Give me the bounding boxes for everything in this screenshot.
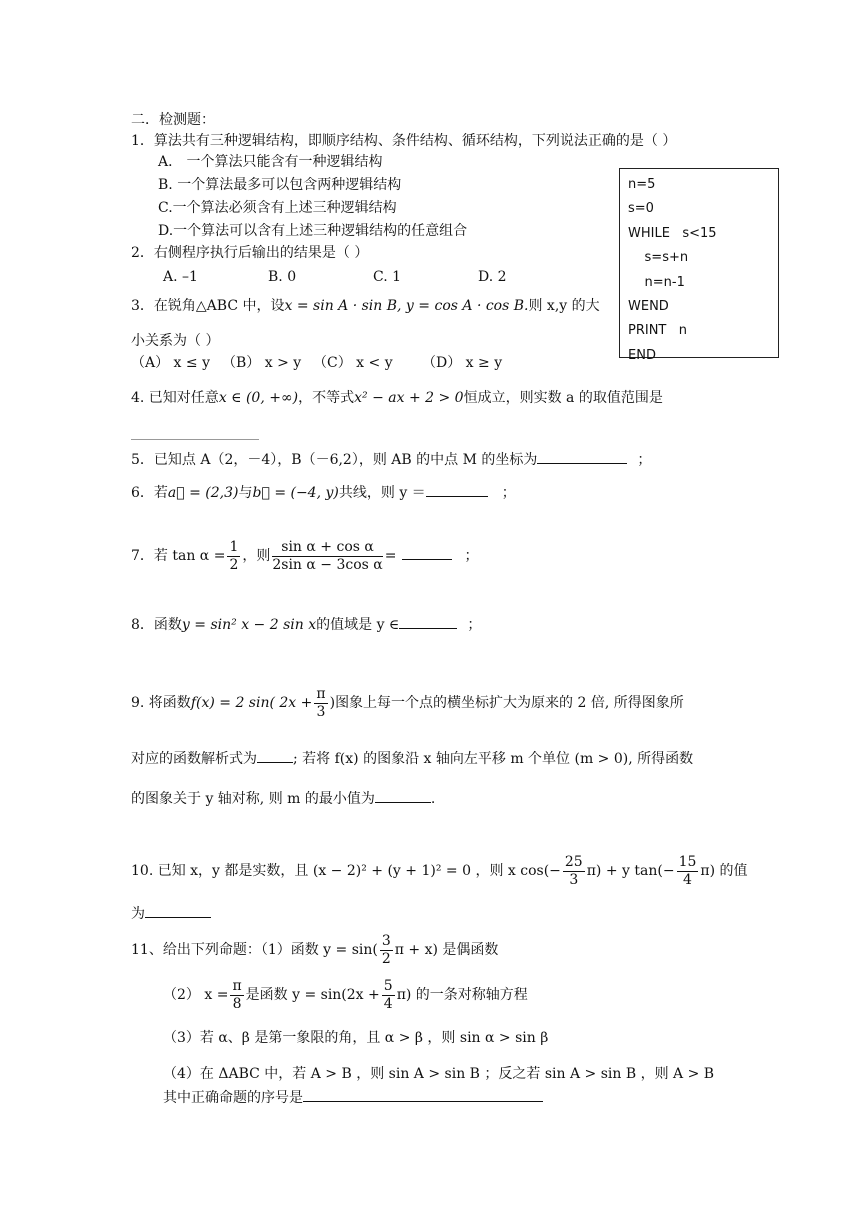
- q5-stem: [131, 449, 651, 469]
- q4-formula-2: x² − ax + 2 > 0: [354, 390, 464, 406]
- q4-stem: [131, 389, 663, 407]
- q10-frac1-den: 3: [569, 871, 579, 888]
- q10-fraction-2: [677, 854, 699, 889]
- code-line: WEND: [628, 298, 669, 314]
- q11-proposition-4: （4）在 ΔABC 中，若 A > B ，则 sin A > sin B ；反之若 sin A > sin B ，则 A > B: [163, 1066, 715, 1082]
- q11-frac2-num: π: [232, 977, 242, 994]
- q11-stem: [131, 930, 498, 970]
- q11-answer-blank: [303, 1087, 543, 1102]
- q10-stem: [131, 851, 748, 891]
- q11-proposition-3: （3）若 α、β 是第一象限的角，且 α > β ，则 sin α > sin β: [163, 1030, 549, 1046]
- q11-answer-line: [163, 1087, 543, 1107]
- q6-stem: [131, 482, 516, 502]
- q11-fraction-3: [382, 978, 395, 1013]
- code-line: n=n-1: [628, 274, 685, 290]
- q3-option-a: （A） x ≤ y: [131, 355, 210, 371]
- q10-answer-blank: [145, 903, 211, 918]
- q11-p1-suffix: π + x) 是偶函数: [394, 942, 499, 958]
- q10-suffix: π) 的值: [700, 863, 748, 879]
- code-line: n=5: [628, 177, 656, 192]
- q6-formula-2: b⃗ = (−4, y): [252, 485, 339, 501]
- q8-formula: y = sin² x − 2 sin x: [181, 617, 317, 633]
- q11-fraction-1: [380, 933, 393, 968]
- q7-fraction-1: [227, 539, 240, 574]
- q7-frac2-den: 2sin α − 3cos α: [272, 556, 383, 573]
- code-line: END: [628, 347, 656, 363]
- q8-mid: 的值域是 y ∈: [316, 617, 400, 633]
- q7-frac2-num: sin α + cos α: [272, 539, 382, 557]
- code-line: s=s+n: [628, 250, 689, 266]
- q4-answer-blank: [131, 439, 259, 440]
- q7-mid: ，则: [242, 548, 271, 564]
- program-code-box: [619, 168, 779, 363]
- q11-p2-mid: 是函数 y = sin(2x +: [245, 987, 380, 1003]
- q3-prefix: 3．在锐角△ABC 中，设: [131, 298, 285, 314]
- q11-p2-prefix: （2） x =: [163, 987, 229, 1003]
- q10-frac1-num: 25: [564, 853, 583, 870]
- q9-prefix: 9. 将函数: [131, 695, 191, 711]
- q5-tail: ；: [637, 452, 652, 468]
- q1-stem: 1．算法共有三种逻辑结构，即顺序结构、条件结构、循环结构，下列说法正确的是（ ）: [131, 133, 677, 149]
- q9-line3-tail: .: [430, 791, 436, 807]
- q8-answer-blank: [399, 614, 457, 629]
- q7-eq: =: [384, 548, 397, 564]
- q2-option-a: A. –1: [163, 269, 198, 285]
- q7-frac1-num: 1: [229, 538, 239, 555]
- q9-line2: [131, 748, 693, 768]
- q3-option-b: （B） x > y: [222, 355, 302, 371]
- q9-function-lhs: f(x) = 2 sin( 2x +: [190, 695, 313, 711]
- q9-frac-den: 3: [316, 703, 326, 720]
- q9-line3: [131, 788, 435, 808]
- section-title: 二．检测题：: [131, 112, 215, 128]
- q5-answer-blank: [537, 449, 627, 464]
- q9-fraction: [314, 686, 327, 721]
- q3-option-c: （C） x < y: [313, 355, 393, 371]
- q11-p2-suffix: π) 的一条对称轴方程: [396, 987, 528, 1003]
- q10-frac2-num: 15: [678, 853, 697, 870]
- q11-frac1-num: 3: [381, 932, 391, 949]
- q6-tail: ；: [501, 485, 516, 501]
- q4-suffix: 恒成立，则实数 a 的取值范围是: [463, 390, 663, 406]
- q6-prefix: 6．若: [131, 485, 168, 501]
- q8-stem: [131, 614, 481, 634]
- q9-line2-text: 对应的函数解析式为: [131, 751, 257, 767]
- q9-answer-blank-1: [257, 748, 293, 763]
- q9-line2-b: ; 若将 f(x) 的图象沿 x 轴向左平移 m 个单位 (m > 0), 所得函数: [293, 751, 694, 767]
- code-line: s=0: [628, 201, 654, 217]
- q10-frac2-den: 4: [683, 871, 692, 888]
- q11-fraction-2: [230, 978, 243, 1013]
- q6-formula-1: a⃗ = (2,3): [167, 485, 239, 501]
- q9-function-rhs: ): [329, 695, 336, 711]
- code-line: WHILE s<15: [628, 225, 717, 241]
- q1-option-c: C.一个算法必须含有上述三种逻辑结构: [158, 200, 397, 216]
- q4-prefix: 4. 已知对任意: [131, 390, 219, 406]
- q3-option-d: （D） x ≥ y: [422, 355, 503, 371]
- q7-answer-blank: [402, 545, 452, 560]
- q10-line2: [131, 903, 211, 923]
- q3-suffix: 则 x,y 的大: [528, 298, 600, 314]
- q10-line2-text: 为: [131, 906, 145, 922]
- q11-frac1-den: 2: [381, 950, 391, 967]
- q4-mid: ，不等式: [298, 390, 355, 406]
- q2-stem: 2．右侧程序执行后输出的结果是（ ）: [131, 245, 369, 261]
- q2-option-c: C. 1: [373, 269, 402, 285]
- q4-formula-1: x ∈ (0, +∞): [218, 390, 299, 406]
- q7-stem: [131, 536, 478, 576]
- q6-suffix: 共线，则 y ＝: [338, 485, 426, 501]
- q7-tail: ；: [464, 548, 479, 564]
- q9-stem: [131, 683, 684, 723]
- q11-frac3-den: 4: [383, 995, 393, 1012]
- q9-suffix: 图象上每一个点的横坐标扩大为原来的 2 倍, 所得图象所: [335, 695, 684, 711]
- code-line: PRINT n: [628, 323, 688, 339]
- q2-option-d: D. 2: [478, 269, 507, 285]
- q11-frac2-den: 8: [232, 995, 242, 1012]
- q9-frac-num: π: [316, 685, 326, 702]
- q11-answer-label: 其中正确命题的序号是: [163, 1090, 303, 1106]
- q1-option-a: A． 一个算法只能含有一种逻辑结构: [158, 154, 383, 170]
- q1-option-d: D.一个算法可以含有上述三种逻辑结构的任意组合: [158, 223, 468, 239]
- q7-prefix: 7．若 tan α =: [131, 548, 226, 564]
- q10-fraction-1: [563, 854, 585, 889]
- q5-text: 5．已知点 A（2，－4），B（－6,2），则 AB 的中点 M 的坐标为: [131, 452, 538, 468]
- q11-prefix: 11、给出下列命题：（1）函数 y = sin(: [131, 942, 378, 958]
- q6-answer-blank: [426, 482, 488, 497]
- q2-option-b: B. 0: [268, 269, 297, 285]
- q7-frac1-den: 2: [229, 556, 239, 573]
- q1-option-b: B. 一个算法最多可以包含两种逻辑结构: [158, 177, 402, 193]
- q3-line2: 小关系为（ ）: [131, 333, 220, 349]
- q6-mid: 与: [238, 485, 253, 501]
- q11-frac3-num: 5: [383, 977, 393, 994]
- q3-stem: [131, 297, 600, 315]
- q8-tail: ；: [467, 617, 482, 633]
- q7-fraction-2: [272, 539, 382, 574]
- q8-prefix: 8．函数: [131, 617, 182, 633]
- q11-proposition-2: [163, 975, 528, 1015]
- q3-formula: x = sin A · sin B, y = cos A · cos B.: [284, 298, 529, 314]
- q10-prefix: 10. 已知 x，y 都是实数，且 (x − 2)² + (y + 1)² = 0 ，则 x cos(−: [131, 863, 561, 879]
- q9-line3-text: 的图象关于 y 轴对称, 则 m 的最小值为: [131, 791, 375, 807]
- q9-answer-blank-2: [375, 788, 431, 803]
- q10-mid: π) + y tan(−: [586, 863, 675, 879]
